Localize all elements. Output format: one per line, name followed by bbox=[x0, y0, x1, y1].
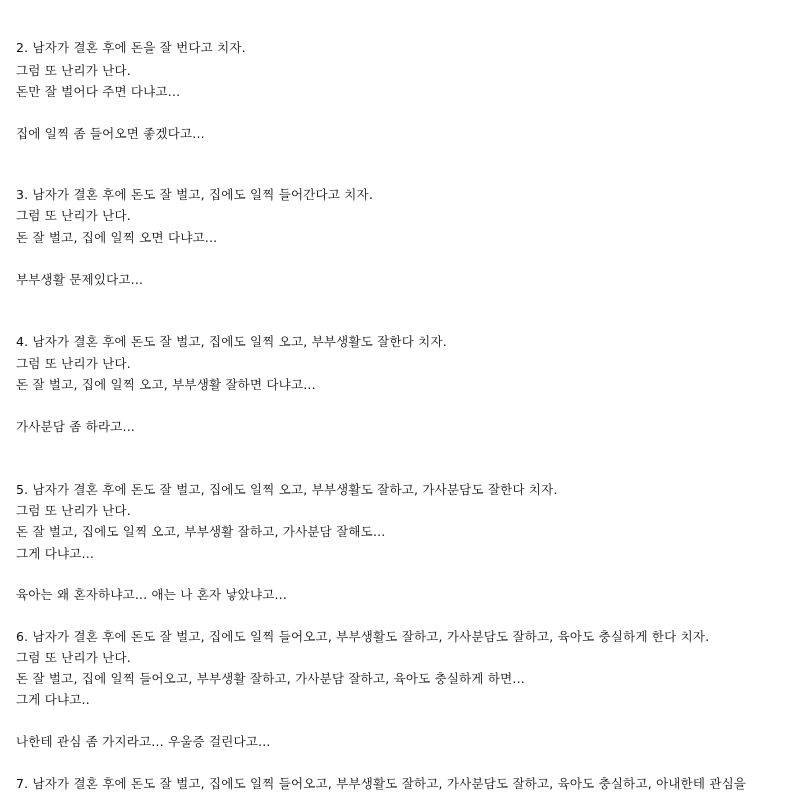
text-line: 나한테 관심 좀 가지라고... 우울증 걸린다고... bbox=[16, 734, 271, 749]
text-line: 그럼 또 난리가 난다. bbox=[16, 650, 131, 665]
text-line: 7. 남자가 결혼 후에 돈도 잘 벌고, 집에도 일찍 들어오고, 부부생활도 잘하고, 가사분담도 잘하고, 육아도 충실하고, 아내한테 관심을 bbox=[16, 776, 747, 791]
text-line: 육아는 왜 혼자하냐고... 애는 나 혼자 낳았냐고... bbox=[16, 587, 288, 602]
text-line: 가사분담 좀 하라고... bbox=[16, 419, 136, 434]
text-line: 4. 남자가 결혼 후에 돈도 잘 벌고, 집에도 일찍 오고, 부부생활도 잘한다 치자. bbox=[16, 334, 447, 349]
text-line: 그게 다냐고... bbox=[16, 546, 95, 561]
text-line: 돈 잘 벌고, 집에 일찍 오고, 부부생활 잘하면 다냐고... bbox=[16, 377, 316, 392]
text-line: 돈 잘 벌고, 집에도 일찍 오고, 부부생활 잘하고, 가사분담 잘해도... bbox=[16, 524, 386, 539]
text-line: 그럼 또 난리가 난다. bbox=[16, 503, 131, 518]
text-line: 돈 잘 벌고, 집에 일찍 오면 다냐고... bbox=[16, 230, 218, 245]
text-line: 그럼 또 난리가 난다. bbox=[16, 356, 131, 371]
text-line: 5. 남자가 결혼 후에 돈도 잘 벌고, 집에도 일찍 오고, 부부생활도 잘하고, 가사분담도 잘한다 치자. bbox=[16, 482, 558, 497]
text-line: 그럼 또 난리가 난다. bbox=[16, 208, 131, 223]
text-line: 그게 다냐고.. bbox=[16, 692, 90, 707]
text-line: 6. 남자가 결혼 후에 돈도 잘 벌고, 집에도 일찍 들어오고, 부부생활도 잘하고, 가사분담도 잘하고, 육아도 충실하게 한다 치자. bbox=[16, 629, 710, 644]
text-line: 돈 잘 벌고, 집에 일찍 들어오고, 부부생활 잘하고, 가사분담 잘하고, 육아도 충실하게 하면... bbox=[16, 671, 525, 686]
text-line: 돈만 잘 벌어다 주면 다냐고... bbox=[16, 84, 181, 99]
text-line: 부부생활 문제있다고... bbox=[16, 272, 144, 287]
text-line: 그럼 또 난리가 난다. bbox=[16, 63, 131, 78]
text-line: 3. 남자가 결혼 후에 돈도 잘 벌고, 집에도 일찍 들어간다고 치자. bbox=[16, 187, 374, 202]
text-line: 2. 남자가 결혼 후에 돈을 잘 번다고 치자. bbox=[16, 40, 246, 55]
text-line: 집에 일찍 좀 들어오면 좋겠다고... bbox=[16, 126, 205, 141]
